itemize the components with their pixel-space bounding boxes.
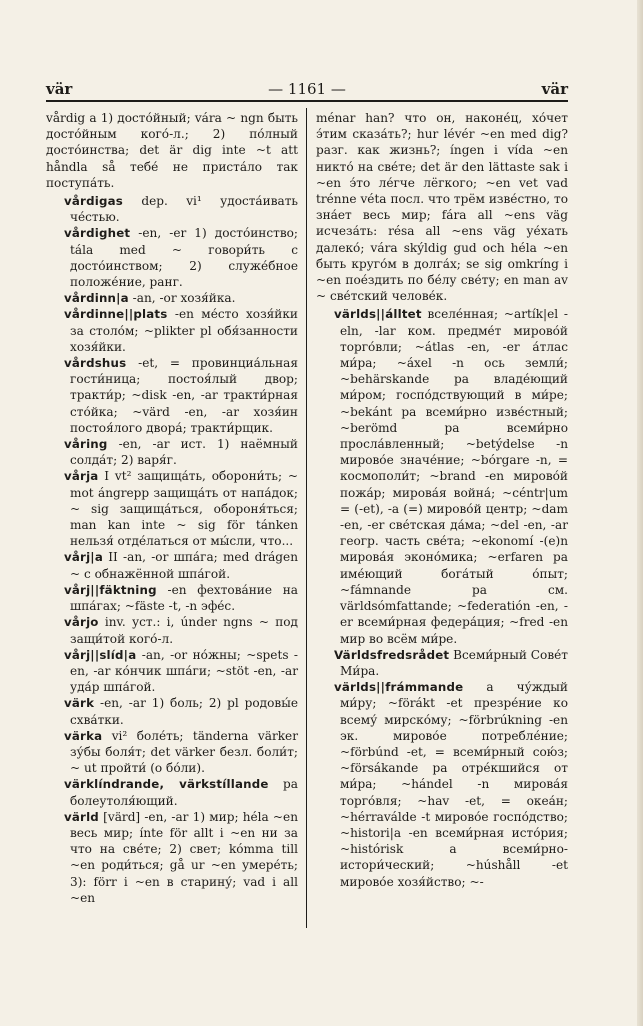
entry-definition: a чу́ждый ми́ру; ~förákt -et презре́ние ко всему́ мирско́му; ~förbrúkning -en эк. мирово́е потребле́ние; ~förbúnd -et, = всеми́рный сою́з; ~försákande pa отре́кшийся от ми́ра; ~hándel -n мирова́я торго́вля; ~hav -et, = океа́н; ~hérraválde -t мирово́е госпо́дство; ~histori|a -en всеми́рная исто́рия; ~histórisk a всеми́рно-истори́ческий; ~húshåll -et мирово́е хозя́йство; ~- (340, 680, 568, 889)
entry-headword: vårj||fäktning (64, 582, 157, 597)
scan-edge (637, 0, 643, 1026)
entry-headword: vårdshus (64, 356, 127, 371)
entry-headword: vårdinn|a (64, 291, 129, 306)
left-column (46, 110, 298, 906)
page-number: — 1161 — (268, 80, 346, 98)
entry-definition: Всеми́рный Сове́т Ми́ра. (340, 647, 568, 678)
entry-headword: vårj|a (64, 550, 103, 565)
entry-headword: våring (64, 437, 108, 452)
header-right-guide-word: vär (541, 80, 568, 98)
entry-definition: dep. vi¹ удоста́ивать че́стью. (70, 194, 298, 225)
entry-definition: -et, = провинциа́льная гости́ница; постоя́лый двор; тракти́р; ~disk -en, -ar тракти́рная сто́йка; ~värd -en, -ar хозя́ин постоя́лого двора́; тракти́рщик. (70, 356, 298, 435)
entry-definition: вселе́нная; ~artík|el -eln, -lar ком. предме́т мирово́й торго́вли; ~átlas -en, -er а́тлас ми́ра; ~áxel -n ось земли́; ~behärskande pa владе́ющий ми́ром; госпо́дствующий в ми́ре; ~bekánt pa всеми́рно изве́стный; ~berömd pa всеми́рно просла́вленный; ~betýdelse -n мирово́е значе́ние; ~bórgare -n, = космополи́т; ~brand -en мирово́й пожа́р; мирова́я война́; ~céntr|um = (-et), -a (=) мирово́й центр; ~dam -en, -er све́тская да́ма; ~del -en, -ar геогр. часть све́та; ~ekonomí -(e)n мирова́я эконо́мика; ~erfaren pa име́ющий бога́тый о́пыт; ~fámnande pa см. världsómfattande; ~federatión -en, -er всеми́рная федера́ция; ~fred -en мир во всём ми́ре. (340, 307, 568, 646)
entry-definition: vi² боле́ть; tänderna värker зу́бы боля́т; det värker безл. боли́т; ~ ut пройти́ (о бо́ли). (70, 728, 298, 776)
column-divider (306, 108, 307, 928)
dictionary-entry (46, 809, 298, 906)
entry-headword: värld (64, 809, 99, 824)
entry-definition: ménar han? что он, наконе́ц, хо́чет э́тим сказа́ть?; hur lévér ~en med dig? разг. как жизнь?; íngen i vída ~en никто́ на све́те; det är den lättaste sak i ~en э́то ле́гче лёгкого; ~en vet vad trénne véta посл. что трём изве́стно, то зна́ет весь мир; fára all ~ens väg исчеза́ть: résa all ~ens väg уе́хать далеко́; vára skýldig gud och héla ~en быть круго́м в долга́х; se sig omkríng i ~en пое́здить по бе́лу све́ту; en man av ~ све́тский челове́к. (316, 111, 568, 304)
dictionary-entry (46, 582, 298, 614)
entry-definition: I vt² защища́ть, оборони́ть; ~ mot ángrepp защища́ть от напа́док; ~ sig защища́ться, обороня́ться; man kan inte ~ sig för tánken нельзя́ отде́латься от мы́сли, что... (70, 469, 298, 549)
entry-definition: II -an, -or шпа́га; med drágen ~ с обнажённой шпа́гой. (70, 550, 298, 581)
entry-definition: vårdig a 1) досто́йный; vára ~ ngn быть досто́йным кого́-л.; 2) по́лный досто́инства; det är dig inte ~t att håndla så тебе́ не приста́ло так поступа́ть. (46, 111, 298, 190)
entry-headword: vårdinne||plats (64, 307, 168, 322)
entry-headword: världs||álltet (334, 307, 422, 322)
dictionary-entry (46, 549, 298, 581)
dictionary-entry (46, 728, 298, 777)
entry-headword: värklíndrande, värkstíllande (64, 777, 269, 792)
dictionary-entry (46, 436, 298, 468)
dictionary-entry (46, 614, 298, 646)
entry-headword: värka (64, 728, 103, 743)
entry-headword: vårjo (64, 615, 99, 630)
entry-definition: -en, -ar 1) боль; 2) pl родовы́е схва́тки. (70, 696, 298, 727)
dictionary-entry (46, 225, 298, 290)
entry-headword: vårja (64, 469, 99, 484)
entry-definition: -en фехтова́ние на шпа́гах; ~fäste -t, -n эфе́с. (70, 582, 298, 614)
right-column (316, 110, 568, 890)
dictionary-entry (316, 110, 568, 304)
entry-definition: -an, -or хозя́йка. (128, 291, 236, 306)
dictionary-entry (316, 647, 568, 679)
entry-definition: -en ме́сто хозя́йки за столо́м; ~plikter pl обя́занности хозя́йки. (70, 307, 298, 354)
entry-definition: [värd] -en, -ar 1) мир; héla ~en весь мир; ínte för allt i ~en ни за что на све́те; 2) свет; kómma till ~en роди́ться; gå ur ~en умере́ть; 3): förr i ~en в старину́; vad i all ~en (70, 809, 298, 905)
entry-definition: -en, -ar ист. 1) наёмный солда́т; 2) варя́г. (70, 437, 298, 468)
dictionary-entry (316, 679, 568, 890)
dictionary-entry (46, 110, 298, 191)
entry-headword: vårdigas (64, 194, 123, 209)
dictionary-entry (46, 193, 298, 225)
entry-headword: värk (64, 696, 95, 711)
entry-headword: vårdighet (64, 226, 131, 241)
dictionary-entry (46, 290, 298, 306)
header-rule (46, 100, 568, 102)
entry-headword: vårj||slíd|a (64, 647, 137, 662)
dictionary-entry (46, 306, 298, 355)
entry-definition: -an, -or но́жны; ~spets -en, -ar ко́нчик шпа́ги; ~stöt -en, -ar уда́р шпа́гой. (70, 647, 298, 695)
entry-definition: pa болеутоля́ющий. (70, 777, 299, 808)
page-header (46, 80, 568, 100)
entry-definition: inv. уст.: i, únder ngns ~ под защи́той кого́-л. (70, 615, 298, 646)
entry-definition: -en, -er 1) досто́инство; tála med ~ говори́ть с досто́инством; 2) служе́бное положе́ние, ранг. (70, 226, 298, 290)
dictionary-entry (46, 355, 298, 436)
header-left-guide-word: vär (46, 80, 73, 98)
dictionary-entry (46, 468, 298, 549)
entry-headword: världs||frámmande (334, 680, 464, 695)
entry-headword: Världsfredsrådet (334, 647, 450, 662)
dictionary-entry (46, 776, 298, 808)
dictionary-entry (46, 647, 298, 696)
dictionary-entry (46, 695, 298, 727)
dictionary-entry (316, 306, 568, 646)
